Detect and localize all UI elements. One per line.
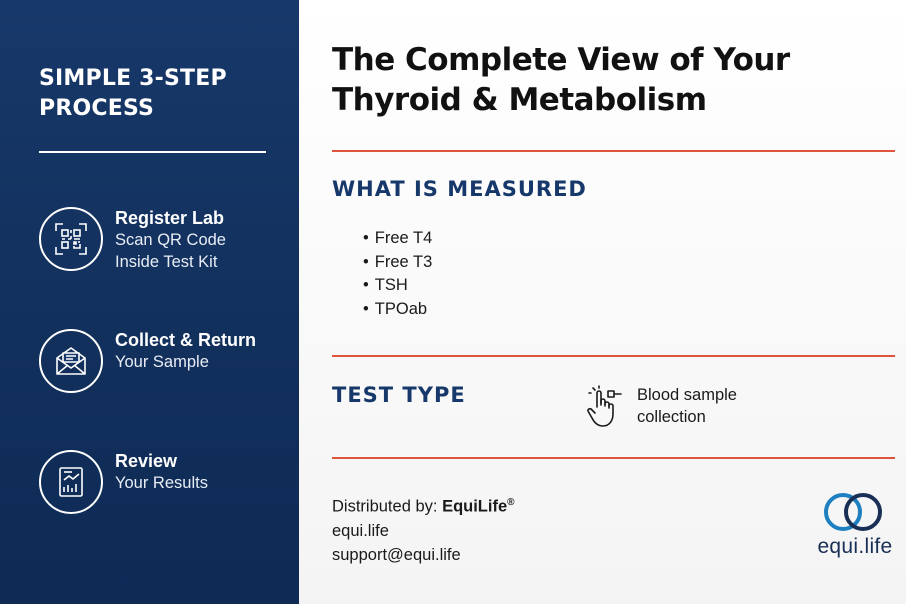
step-desc: Inside Test Kit bbox=[115, 253, 218, 271]
chart-report-icon bbox=[39, 450, 103, 514]
measured-heading: WHAT IS MEASURED bbox=[332, 177, 587, 201]
process-sidebar bbox=[0, 0, 299, 604]
finger-prick-icon bbox=[584, 385, 624, 429]
qr-code-icon bbox=[39, 207, 103, 271]
step-desc: Scan QR Code bbox=[115, 231, 226, 249]
sidebar-divider bbox=[39, 151, 266, 153]
list-item: • TSH bbox=[363, 274, 432, 298]
logo-wordmark: equi.life bbox=[817, 535, 893, 558]
registered-mark: ® bbox=[507, 497, 515, 508]
step-title: Collect & Return bbox=[115, 330, 257, 350]
logo-rings-icon bbox=[817, 489, 889, 535]
measured-list bbox=[363, 227, 432, 321]
list-item: • TPOab bbox=[363, 298, 432, 322]
step-title: Review bbox=[115, 451, 178, 471]
envelope-icon bbox=[39, 329, 103, 393]
list-item: • Free T4 bbox=[363, 227, 432, 251]
test-type-value: Blood sample collection bbox=[637, 386, 737, 426]
section-divider bbox=[332, 457, 895, 459]
process-heading: SIMPLE 3-STEP PROCESS bbox=[39, 66, 227, 121]
distributed-by-line bbox=[332, 491, 515, 519]
step-desc: Your Results bbox=[115, 474, 208, 492]
test-type-heading: TEST TYPE bbox=[332, 383, 466, 407]
step-review bbox=[39, 450, 289, 516]
list-item: • Free T3 bbox=[363, 251, 432, 275]
step-collect-return bbox=[39, 329, 289, 395]
product-info-panel bbox=[299, 0, 906, 604]
email-link[interactable]: support@equi.life bbox=[332, 545, 461, 564]
distributor-name: EquiLife bbox=[442, 497, 508, 516]
distributor-info bbox=[332, 491, 515, 567]
step-register-lab bbox=[39, 207, 289, 273]
step-title: Register Lab bbox=[115, 208, 225, 228]
section-divider bbox=[332, 355, 895, 357]
page-title: The Complete View of Your Thyroid & Metabolism bbox=[332, 42, 790, 118]
distributed-label: Distributed by: bbox=[332, 497, 438, 516]
equilife-logo bbox=[807, 489, 903, 569]
website-link[interactable]: equi.life bbox=[332, 521, 389, 540]
step-desc: Your Sample bbox=[115, 353, 209, 371]
section-divider bbox=[332, 150, 895, 152]
